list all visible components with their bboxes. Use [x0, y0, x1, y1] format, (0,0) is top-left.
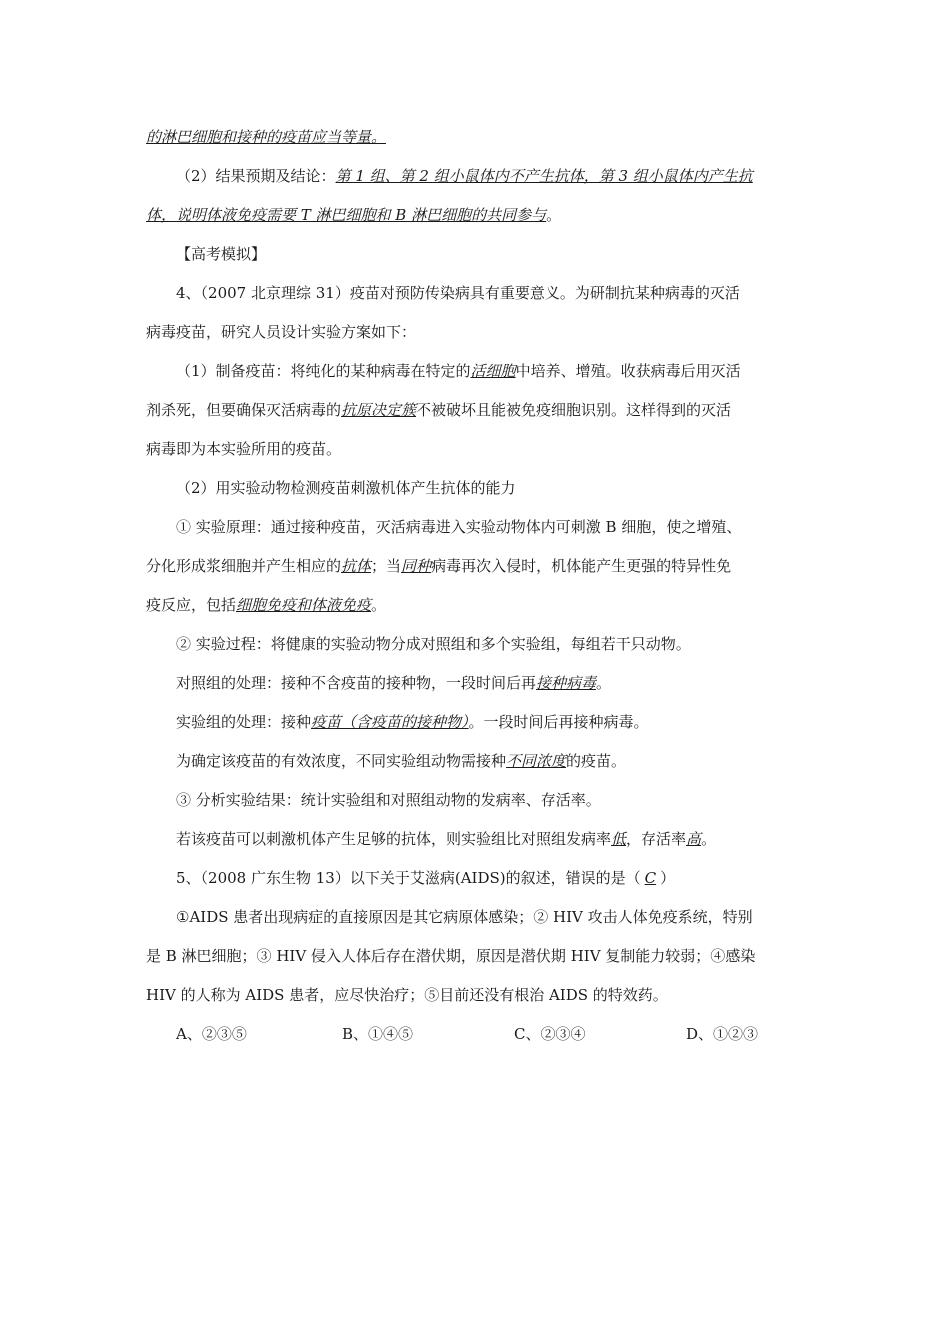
answer-text: 的淋巴细胞和接种的疫苗应当等量。	[146, 128, 387, 146]
text-span: 剂杀死，但要确保灭活病毒的	[146, 401, 342, 419]
choice-c: C、②③④	[514, 1025, 586, 1043]
text-span: 。	[596, 674, 612, 692]
text-span: 分化形成浆细胞并产生相应的	[146, 557, 342, 575]
text-line	[146, 703, 806, 742]
text-line: HIV 的人称为 AIDS 患者，应尽快治疗；⑤目前还没有根治 AIDS 的特效药。	[146, 986, 668, 1004]
answer-text: 高	[686, 830, 702, 848]
text-line: ③ 分析实验结果：统计实验组和对照组动物的发病率、存活率。	[176, 791, 601, 809]
text-span: ；当	[371, 557, 402, 575]
text-span: 对照组的处理：接种不含疫苗的接种物，一段时间后再	[176, 674, 537, 692]
answer-text: 第 1 组、第 2 组小鼠体内不产生抗体，第 3 组小鼠体内产生抗	[335, 167, 753, 185]
text-line: （2）用实验动物检测疫苗刺激机体产生抗体的能力	[176, 479, 516, 497]
answer-text: 细胞免疫和体液免疫	[236, 596, 372, 614]
text-span: 5、（2008 广东生物 13）以下关于艾滋病(AIDS)的叙述，错误的是（	[176, 869, 641, 887]
text-line	[146, 196, 806, 235]
text-line: 病毒疫苗，研究人员设计实验方案如下：	[146, 323, 417, 341]
answer-text: 接种病毒	[536, 674, 597, 692]
answer-text: 抗体	[341, 557, 372, 575]
document-page	[146, 118, 806, 1054]
text-span: 若该疫苗可以刺激机体产生足够的抗体，则实验组比对照组发病率	[176, 830, 612, 848]
text-line	[146, 157, 806, 196]
text-span: 。	[546, 206, 562, 224]
text-span: 的疫苗。	[566, 752, 627, 770]
choice-b: B、①④⑤	[342, 1025, 414, 1043]
text-line	[146, 586, 806, 625]
text-span: （1）制备疫苗：将纯化的某种病毒在特定的	[176, 362, 471, 380]
choice-a: A、②③⑤	[176, 1025, 247, 1043]
answer-text: 体，说明体液免疫需要 T 淋巴细胞和 B 淋巴细胞的共同参与	[146, 206, 547, 224]
text-line: ② 实验过程：将健康的实验动物分成对照组和多个实验组，每组若干只动物。	[176, 635, 691, 653]
text-line: ①AIDS 患者出现病症的直接原因是其它病原体感染；② HIV 攻击人体免疫系统，特别	[176, 908, 753, 926]
text-span: 。	[701, 830, 717, 848]
text-line	[146, 118, 806, 157]
text-line: 病毒即为本实验所用的疫苗。	[146, 440, 342, 458]
text-line	[146, 352, 806, 391]
question-5-stem	[146, 859, 806, 898]
text-span: ）	[660, 869, 676, 887]
answer-text: 疫苗（含疫苗的接种物）	[311, 713, 469, 731]
question-4-stem: 4、（2007 北京理综 31）疫苗对预防传染病具有重要意义。为研制抗某种病毒的灭活	[176, 284, 740, 302]
text-span: 不被破坏且能被免疫细胞识别。这样得到的灭活	[416, 401, 732, 419]
choice-options	[146, 1015, 806, 1054]
text-line	[146, 391, 806, 430]
text-line: 是 B 淋巴细胞；③ HIV 侵入人体后存在潜伏期，原因是潜伏期 HIV 复制能力较弱；④感染	[146, 947, 756, 965]
text-span: 疫反应，包括	[146, 596, 237, 614]
text-line	[146, 820, 806, 859]
choice-d: D、①②③	[686, 1025, 759, 1043]
text-span: 。	[371, 596, 387, 614]
text-line	[146, 547, 806, 586]
text-line	[146, 664, 806, 703]
section-heading: 【高考模拟】	[176, 245, 267, 263]
text-span: 病毒再次入侵时，机体能产生更强的特异性免	[431, 557, 732, 575]
answer-text: 抗原决定簇	[341, 401, 417, 419]
text-span: 为确定该疫苗的有效浓度，不同实验组动物需接种	[176, 752, 507, 770]
text-span: 。一段时间后再接种病毒。	[468, 713, 649, 731]
answer-choice: C	[644, 869, 657, 887]
answer-text: 低	[611, 830, 627, 848]
text-span: 中培养、增殖。收获病毒后用灭活	[515, 362, 741, 380]
text-span: ，存活率	[626, 830, 687, 848]
answer-text: 同种	[401, 557, 432, 575]
text-span: 实验组的处理：接种	[176, 713, 312, 731]
text-line: ① 实验原理：通过接种疫苗，灭活病毒进入实验动物体内可刺激 B 细胞，使之增殖、	[176, 518, 742, 536]
answer-text: 不同浓度	[506, 752, 567, 770]
answer-text: 活细胞	[470, 362, 516, 380]
text-line	[146, 742, 806, 781]
text-span: （2）结果预期及结论：	[176, 167, 336, 185]
